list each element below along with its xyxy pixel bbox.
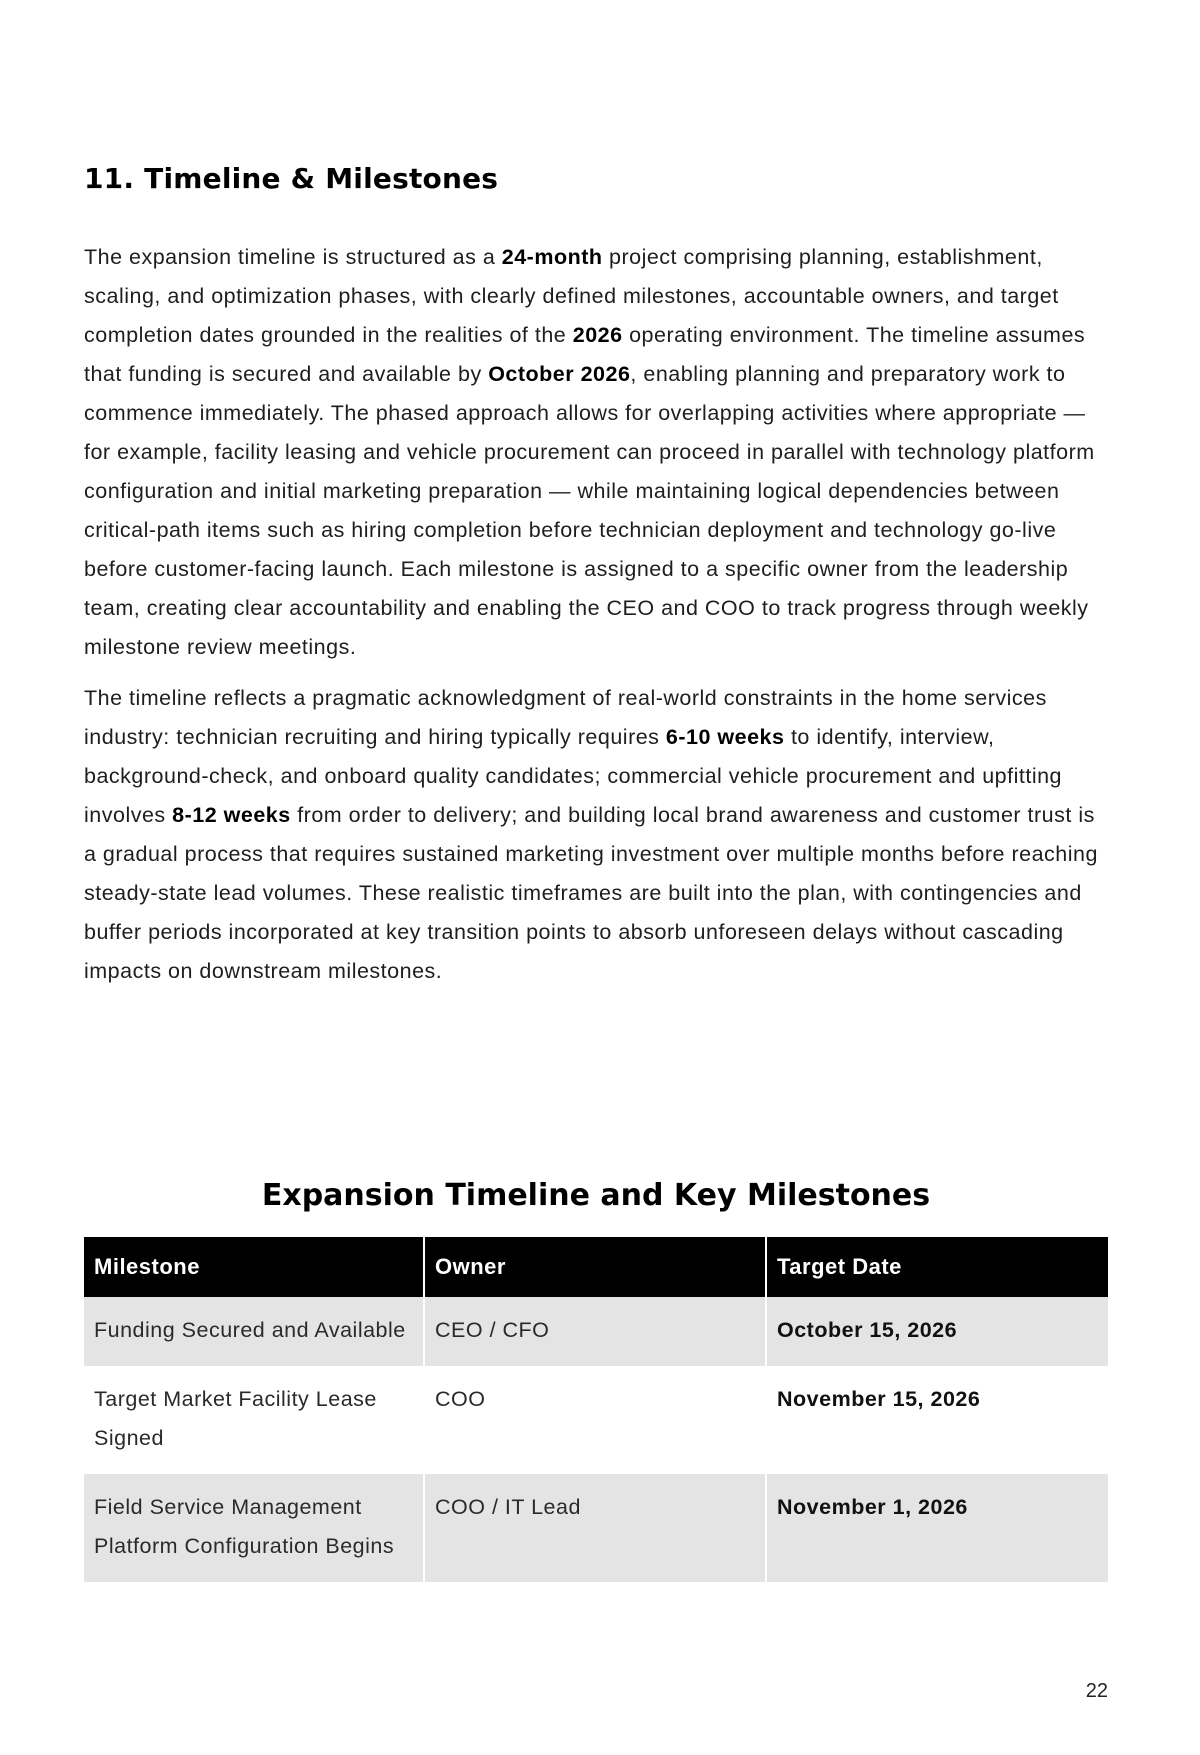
bold-run: 6-10 weeks: [665, 725, 785, 749]
milestones-table: [84, 1237, 1108, 1582]
table-header-row: [84, 1237, 1108, 1297]
text-run: to identify, interview, background-check, and onboard quality candidates; commercial vehicle procurement and upfitting involves: [84, 725, 1063, 827]
text-run: The timeline reflects a pragmatic acknowledgment of real-world constraints in the home services industry: technician recruiting and hiring typically requires: [84, 686, 1047, 749]
page-number: 22: [1085, 1680, 1108, 1702]
cell-target-date: October 15, 2026: [766, 1297, 1108, 1366]
paragraph-intro: [84, 238, 1108, 667]
paragraph-constraints: [84, 679, 1108, 991]
table-title: Expansion Timeline and Key Milestones: [261, 1178, 931, 1213]
header-target-date: Target Date: [766, 1237, 1108, 1297]
table-row: [84, 1297, 1108, 1366]
cell-target-date: November 15, 2026: [777, 1387, 981, 1411]
bold-run: 2026: [572, 323, 623, 347]
table-row: [84, 1366, 1108, 1474]
cell-target-date: November 1, 2026: [766, 1474, 1108, 1582]
text-run: from order to delivery; and building local brand awareness and customer trust is a gradual process that requires sustained marketing investment over multiple months before reaching steady-state lead volumes. These realistic timeframes are built into the plan, with contingencies and buffer periods incorporated at key transition points to absorb unforeseen delays without cascading impacts on downstream milestones.: [84, 803, 1098, 983]
cell-milestone: Field Service Management Platform Configuration Begins: [84, 1474, 424, 1582]
cell-milestone: Target Market Facility Lease Signed: [84, 1366, 424, 1474]
text-run: , enabling planning and preparatory work to commence immediately. The phased approach allows for overlapping activities where appropriate — for example, facility leasing and vehicle procurement can proceed in parallel with technology platform configuration and initial marketing preparation — while maintaining logical dependencies between critical-path items such as hiring completion before technician deployment and technology go-live before customer-facing launch. Each milestone is assigned to a specific owner from the leadership team, creating clear accountability and enabling the CEO and COO to track progress through weekly milestone review meetings.: [84, 362, 1095, 659]
cell-owner: CEO / CFO: [424, 1297, 766, 1366]
text-run: The expansion timeline is structured as a: [84, 245, 502, 269]
text-run: project comprising planning, establishment, scaling, and optimization phases, with clearly defined milestones, accountable owners, and target completion dates grounded in the realities of the: [84, 245, 1059, 347]
header-milestone: Milestone: [84, 1237, 424, 1297]
table-row: [84, 1474, 1108, 1582]
cell-owner: COO: [424, 1366, 766, 1474]
header-owner: Owner: [424, 1237, 766, 1297]
bold-run: 24-month: [501, 245, 603, 269]
bold-run: 8-12 weeks: [172, 803, 291, 827]
cell-milestone: Funding Secured and Available: [84, 1297, 424, 1366]
body-text: [84, 238, 1108, 1003]
bold-run: October 2026: [488, 362, 631, 386]
section-heading: 11. Timeline & Milestones: [84, 162, 499, 195]
cell-owner: COO / IT Lead: [424, 1474, 766, 1582]
text-run: operating environment. The timeline assumes that funding is secured and available by: [84, 323, 1086, 386]
